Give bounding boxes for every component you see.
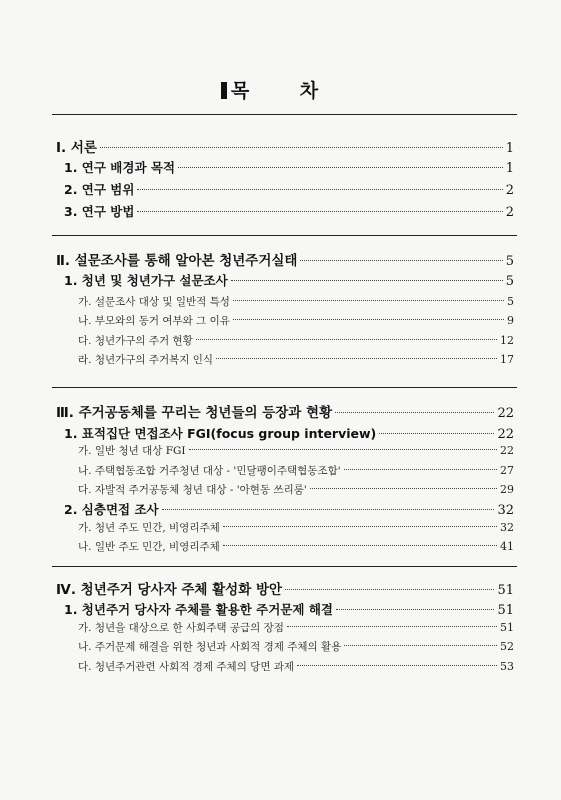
toc-subsection[interactable]: 가. 일반 청년 대상 FGI 22 — [78, 444, 514, 457]
toc-subsection[interactable]: 나. 주거문제 해결을 위한 청년과 사회적 경제 주체의 활용 52 — [78, 640, 514, 653]
toc-section[interactable]: 2. 연구 범위 2 — [64, 182, 514, 198]
divider — [52, 566, 517, 567]
toc-section[interactable]: 1. 청년주거 당사자 주체를 활용한 주거문제 해결 51 — [64, 602, 514, 618]
toc-chapter[interactable]: Ⅰ. 서론 1 — [56, 140, 514, 156]
title-bar-mark — [221, 82, 227, 99]
toc-subsection[interactable]: 나. 일반 주도 민간, 비영리주체 41 — [78, 540, 514, 553]
toc-section[interactable]: 1. 표적집단 면접조사 FGI(focus group interview) 22 — [64, 426, 514, 442]
divider — [52, 387, 517, 388]
divider — [52, 235, 517, 236]
toc-chapter[interactable]: Ⅱ. 설문조사를 통해 알아본 청년주거실태 5 — [56, 253, 514, 269]
toc-chapter[interactable]: Ⅳ. 청년주거 당사자 주체 활성화 방안 51 — [56, 582, 514, 598]
toc-subsection[interactable]: 나. 부모와의 동거 여부와 그 이유 9 — [78, 314, 514, 327]
toc-subsection[interactable]: 라. 청년가구의 주거복지 인식 17 — [78, 353, 514, 366]
toc-subsection[interactable]: 다. 자발적 주거공동체 청년 대상 - '아현동 쓰리룸' 29 — [78, 483, 514, 496]
toc-subsection[interactable]: 가. 청년을 대상으로 한 사회주택 공급의 장점 51 — [78, 621, 514, 634]
toc-chapter[interactable]: Ⅲ. 주거공동체를 꾸리는 청년들의 등장과 현황 22 — [56, 405, 514, 421]
divider — [52, 114, 517, 115]
toc-subsection[interactable]: 다. 청년가구의 주거 현황 12 — [78, 334, 514, 347]
toc-section[interactable]: 2. 심층면접 조사 32 — [64, 502, 514, 518]
page-title — [0, 76, 561, 103]
toc-section[interactable]: 1. 연구 배경과 목적 1 — [64, 160, 514, 176]
toc-section[interactable]: 1. 청년 및 청년가구 설문조사 5 — [64, 273, 514, 289]
toc-subsection[interactable]: 다. 청년주거관련 사회적 경제 주체의 당면 과제 53 — [78, 660, 514, 673]
toc-subsection[interactable]: 나. 주택협동조합 거주청년 대상 - '민달팽이주택협동조합' 27 — [78, 464, 514, 477]
toc-subsection[interactable]: 가. 청년 주도 민간, 비영리주체 32 — [78, 521, 514, 534]
toc-section[interactable]: 3. 연구 방법 2 — [64, 204, 514, 220]
toc-subsection[interactable]: 가. 설문조사 대상 및 일반적 특성 5 — [78, 295, 514, 308]
title-text: 목 차 — [230, 80, 341, 102]
